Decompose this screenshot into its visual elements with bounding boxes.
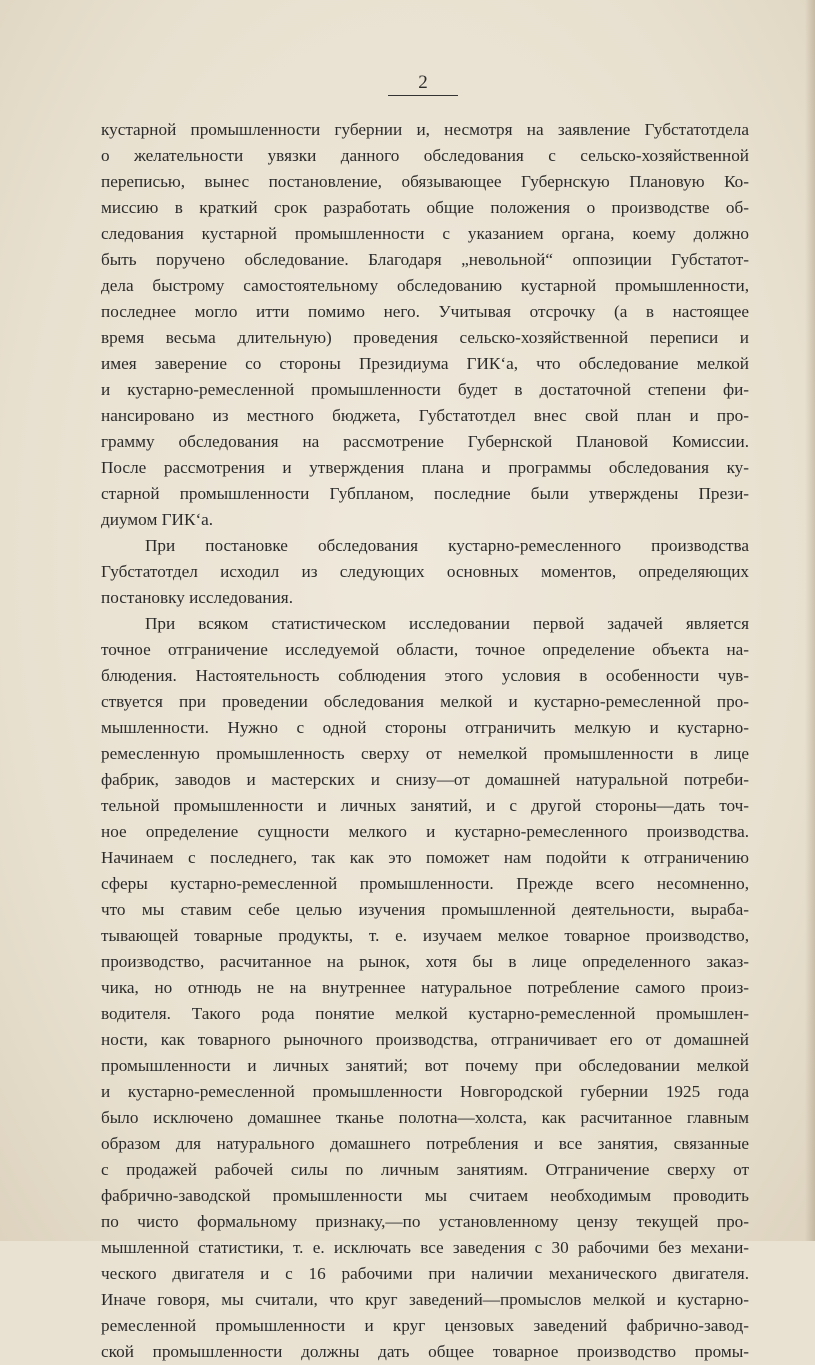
- page-number-rule: [388, 95, 458, 96]
- text-line: чика, но отнюдь не на внутреннее натуральное потребление самого произ-: [101, 978, 749, 997]
- text-line: ное определение сущности мелкого и кустарно-ремесленного производства.: [101, 822, 749, 841]
- text-line: старной промышленности Губпланом, последние были утверждены Прези-: [101, 484, 749, 503]
- text-line: диумом ГИК‘а.: [101, 510, 214, 529]
- text-line: ской промышленности должны дать общее товарное производство промы-: [101, 1342, 749, 1361]
- text-line: После рассмотрения и утверждения плана и программы обследования ку-: [101, 458, 749, 477]
- text-line: дела быстрому самостоятельному обследованию кустарной промышленности,: [101, 276, 749, 295]
- text-line: образом для натурального домашнего потребления и все занятия, связанные: [101, 1134, 749, 1153]
- text-line: точное отграничение исследуемой области, точное определение объекта на-: [101, 640, 749, 659]
- text-line: следования кустарной промышленности с указанием органа, коему должно: [101, 224, 749, 243]
- text-line: грамму обследования на рассмотрение Губернской Плановой Комиссии.: [101, 432, 749, 451]
- text-line: с продажей рабочей силы по личным занятиям. Отграничение сверху от: [101, 1160, 749, 1179]
- text-line: ности, как товарного рыночного производства, отграничивает его от домашней: [101, 1030, 749, 1049]
- text-line: сферы кустарно-ремесленной промышленности. Прежде всего несомненно,: [101, 874, 749, 893]
- text-line: блюдения. Настоятельность соблюдения этого условия в особенности чув-: [101, 666, 749, 685]
- text-line: имея заверение со стороны Президиума ГИК‘а, что обследование мелкой: [101, 354, 749, 373]
- text-line: фабрично-заводской промышленности мы считаем необходимым проводить: [101, 1186, 749, 1205]
- text-line: мышленной статистики, т. е. исключать все заведения с 30 рабочими без механи-: [101, 1238, 749, 1257]
- text-line: ремесленной промышленности и круг цензовых заведений фабрично-завод-: [101, 1316, 749, 1335]
- text-line: производство, расчитанное на рынок, хотя бы в лице определенного заказ-: [101, 952, 749, 971]
- text-line: и кустарно-ремесленной промышленности будет в достаточной степени фи-: [101, 380, 749, 399]
- text-line: последнее могло итти помимо него. Учитывая отсрочку (а в настоящее: [101, 302, 749, 321]
- text-line: быть поручено обследование. Благодаря „невольной“ оппозиции Губстатот-: [101, 250, 749, 269]
- text-line: Иначе говоря, мы считали, что круг заведений—промыслов мелкой и кустарно-: [101, 1290, 749, 1309]
- text-line: промышленности и личных занятий; вот почему при обследовании мелкой: [101, 1056, 749, 1075]
- text-line: по чисто формальному признаку,—по установленному цензу текущей про-: [101, 1212, 749, 1231]
- page-number: 2: [418, 72, 428, 93]
- text-line: тельной промышленности и личных занятий, и с другой стороны—дать точ-: [101, 796, 749, 815]
- text-line: Начинаем с последнего, так как это поможет нам подойти к отграничению: [101, 848, 749, 867]
- text-line: кустарной промышленности губернии и, несмотря на заявление Губстатотдела: [101, 120, 749, 139]
- text-line: Губстатотдел исходил из следующих основных моментов, определяющих: [101, 562, 749, 581]
- body-text: [101, 117, 749, 1365]
- text-line: переписью, вынес постановление, обязывающее Губернскую Плановую Ко-: [101, 172, 749, 191]
- text-line: постановку исследования.: [101, 588, 293, 607]
- text-line: миссию в краткий срок разработать общие положения о производстве об-: [101, 198, 749, 217]
- text-line: При всяком статистическом исследовании первой задачей является: [145, 614, 749, 633]
- text-line: и кустарно-ремесленной промышленности Новгородской губернии 1925 года: [101, 1082, 749, 1101]
- text-line: водителя. Такого рода понятие мелкой кустарно-ремесленной промышлен-: [101, 1004, 749, 1023]
- text-line: При постановке обследования кустарно-ремесленного производства: [145, 536, 749, 555]
- text-line: ремесленную промышленность сверху от немелкой промышленности в лице: [101, 744, 749, 763]
- text-line: было исключено домашнее тканье полотна—холста, как расчитанное главным: [101, 1108, 749, 1127]
- page-edge-shadow: [805, 0, 815, 1241]
- text-line: нансировано из местного бюджета, Губстатотдел внес свой план и про-: [101, 406, 749, 425]
- text-line: ческого двигателя и с 16 рабочими при наличии механического двигателя.: [101, 1264, 749, 1283]
- text-line: ствуется при проведении обследования мелкой и кустарно-ремесленной про-: [101, 692, 749, 711]
- text-line: о желательности увязки данного обследования с сельско-хозяйственной: [101, 146, 749, 165]
- text-line: тывающей товарные продукты, т. е. изучаем мелкое товарное производство,: [101, 926, 749, 945]
- text-line: фабрик, заводов и мастерских и снизу—от домашней натуральной потреби-: [101, 770, 749, 789]
- text-line: время весьма длительную) проведения сельско-хозяйственной переписи и: [101, 328, 749, 347]
- text-line: что мы ставим себе целью изучения промышленной деятельности, выраба-: [101, 900, 749, 919]
- text-line: мышленности. Нужно с одной стороны отграничить мелкую и кустарно-: [101, 718, 749, 737]
